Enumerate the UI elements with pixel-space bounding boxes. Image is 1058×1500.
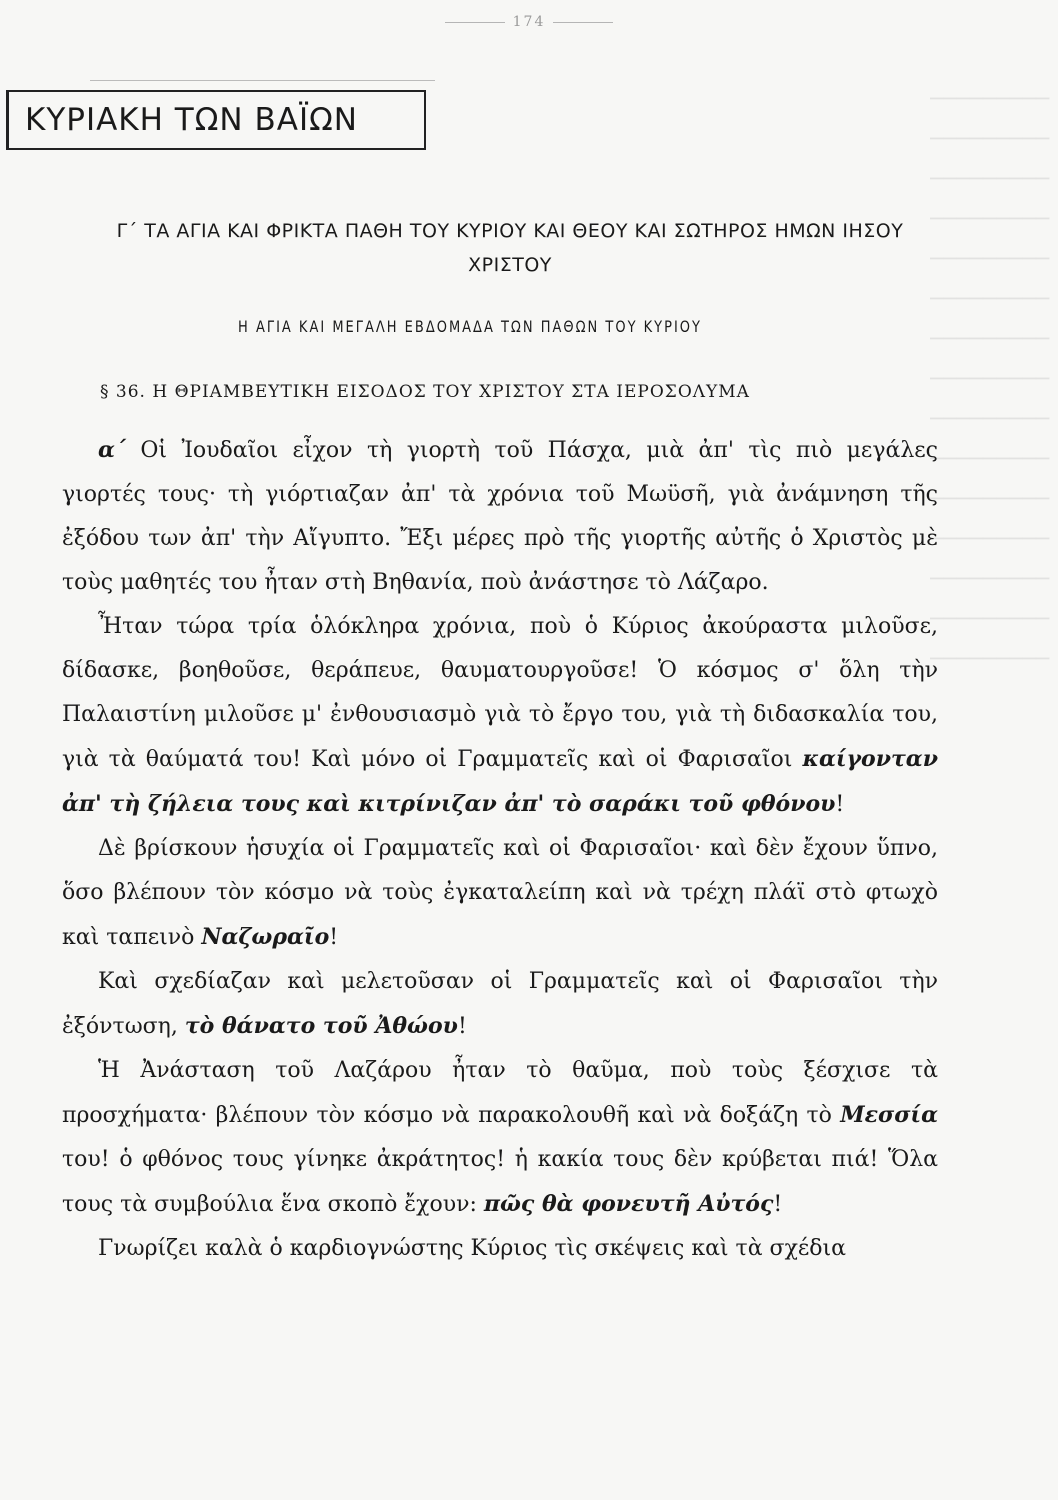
paragraph-text: Ἡ Ἀνάσταση τοῦ Λαζάρου ἦταν τὸ θαῦμα, ποὺ τοὺς ξέσχισε τὰ προσχήματα· βλέπουν τὸν κόσμο νὰ παρακολουθῆ καὶ νὰ δοξάζη τὸ <box>62 1058 938 1128</box>
emphasis-text: καίγονταν ἀπ' τὴ ζήλεια τους καὶ κιτρίνιζαν ἀπ' τὸ σαράκι τοῦ φθόνου <box>62 746 938 817</box>
paragraph-text: Γνωρίζει καλὰ ὁ καρδιογνώστης Κύριος τὶς σκέψεις καὶ τὰ σχέδια <box>98 1236 847 1261</box>
emphasis-text: Ναζωραῖο <box>201 924 330 950</box>
paragraph-text: Οἱ Ἰουδαῖοι εἶχον τὴ γιορτὴ τοῦ Πάσχα, μιὰ ἀπ' τὶς πιὸ μεγάλες γιορτές τους· τὴ γιόρτιαζαν ἀπ' τὰ χρόνια τοῦ Μωϋσῆ, γιὰ ἀνάμνηση τῆς ἐξόδου των ἀπ' τὴν Αἴγυπτο. Ἔξι μέρες πρὸ τῆς γιορτῆς αὐτῆς ὁ Χριστὸς μὲ τοὺς μαθητές του ἦταν στὴ Βηθανία, ποὺ ἀνάστησε τὸ Λάζαρο. <box>62 438 938 595</box>
section-heading: § 36. Η ΘΡΙΑΜΒΕΥΤΙΚΗ ΕΙΣΟΔΟΣ ΤΟΥ ΧΡΙΣΤΟΥ ΣΤΑ ΙΕΡΟΣΟΛΥΜΑ <box>100 382 750 402</box>
paragraph-5 <box>62 1049 938 1227</box>
body-text <box>62 428 938 1271</box>
week-title: Η ΑΓΙΑ ΚΑΙ ΜΕΓΑΛΗ ΕΒΔΟΜΑΔΑ ΤΩΝ ΠΑΘΩΝ ΤΟΥ ΚΥΡΙΟΥ <box>238 318 702 337</box>
paragraph-text: Καὶ σχεδίαζαν καὶ μελετοῦσαν οἱ Γραμματεῖς καὶ οἱ Φαρισαῖοι τὴν ἐξόντωση, <box>62 969 938 1039</box>
paragraph-3 <box>62 827 938 960</box>
chapter-title: Γ΄ ΤΑ ΑΓΙΑ ΚΑΙ ΦΡΙΚΤΑ ΠΑΘΗ ΤΟΥ ΚΥΡΙΟΥ ΚΑΙ ΘΕΟΥ ΚΑΙ ΣΩΤΗΡΟΣ ΗΜΩΝ ΙΗΣΟΥ ΧΡΙΣΤΟΥ <box>116 220 904 276</box>
paragraph-2 <box>62 605 938 827</box>
bleed-through-shadow: ───────── ───────── ───────── ───────── ───────── ───────── ───────── ───────── ───────── ───────── ───────── ───────── ───────── ───────── ───────── <box>930 87 1050 672</box>
paragraph-tail: ! <box>835 792 845 817</box>
section-label: ΚΥΡΙΑΚΗ ΤΩΝ ΒΑΪΩΝ <box>6 90 426 150</box>
paragraph-text: Ἦταν τώρα τρία ὁλόκληρα χρόνια, ποὺ ὁ Κύριος ἀκούραστα μιλοῦσε, δίδασκε, βοηθοῦσε, θεράπευε, θαυματουργοῦσε! Ὁ κόσμος σ' ὅλη τὴν Παλαιστίνη μιλοῦσε μ' ἐνθουσιασμὸ γιὰ τὸ ἔργο του, γιὰ τὴ διδασκαλία του, γιὰ τὰ θαύματά του! Καὶ μόνο οἱ Γραμματεῖς καὶ οἱ Φαρισαῖοι <box>62 614 938 772</box>
paragraph-tail-2: ! <box>773 1192 783 1217</box>
paragraph-1 <box>62 428 938 605</box>
paragraph-tail: του! ὁ φθόνος τους γίνηκε ἀκράτητος! ἡ κακία τους δὲν κρύβεται πιά! Ὅλα τους τὰ συμβούλια ἕνα σκοπὸ ἔχουν: <box>62 1147 938 1217</box>
emphasis-text: τὸ θάνατο τοῦ Ἀθώου <box>184 1013 458 1039</box>
page-number: 174 <box>0 14 1058 30</box>
paragraph-text: Δὲ βρίσκουν ἡσυχία οἱ Γραμματεῖς καὶ οἱ Φαρισαῖοι· καὶ δὲν ἔχουν ὕπνο, ὅσο βλέπουν τὸν κόσμο νὰ τοὺς ἐγκαταλείπη καὶ νὰ τρέχη πλάϊ στὸ φτωχὸ καὶ ταπεινὸ <box>62 836 938 950</box>
emphasis-text-2: πῶς θὰ φονευτῆ Αὐτός <box>483 1191 774 1217</box>
paragraph-tail: ! <box>457 1014 467 1039</box>
emphasis-text: Μεσσία <box>840 1102 938 1128</box>
paragraph-tail: ! <box>329 925 339 950</box>
paragraph-4 <box>62 960 938 1049</box>
paragraph-6 <box>62 1227 938 1271</box>
top-rule <box>90 80 435 81</box>
paragraph-label: α΄ <box>98 437 126 463</box>
